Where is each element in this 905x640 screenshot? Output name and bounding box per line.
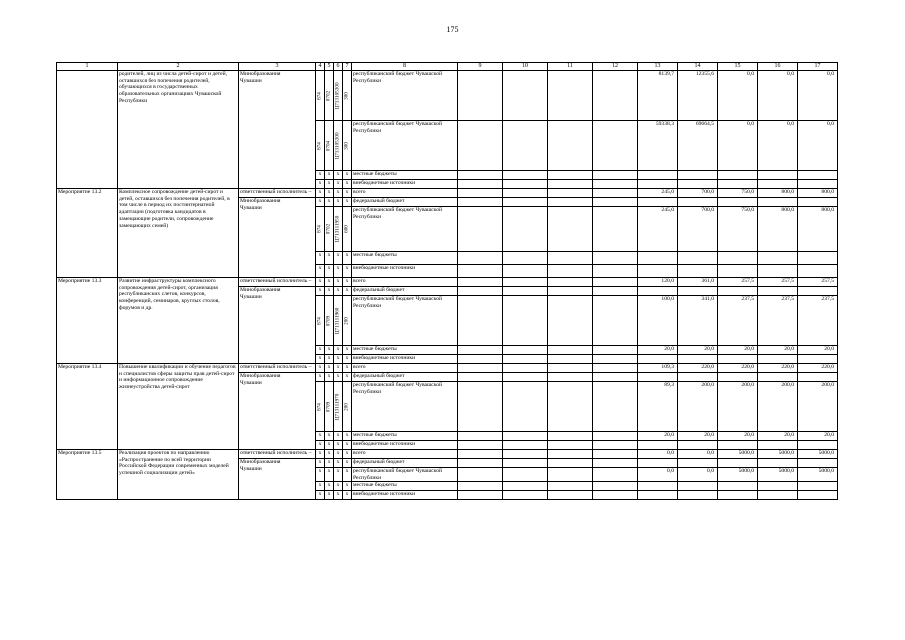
value-cell: 200,0	[718, 382, 758, 432]
value-cell: 20,0	[678, 432, 718, 441]
value-cell: 0,0	[798, 71, 838, 121]
value-cell: 100,0	[638, 296, 678, 346]
value-cell: 0,0	[758, 71, 798, 121]
value-cell: 8139,7	[638, 71, 678, 121]
col-header: 4	[316, 63, 325, 71]
executor-resp: ответственный исполнитель –	[239, 278, 316, 287]
value-cell: 750,0	[718, 189, 758, 198]
code-grbs: 874	[316, 121, 325, 171]
source-label: местные бюджеты	[352, 346, 458, 355]
value-cell: 5000,0	[798, 468, 838, 482]
col-header: 7	[343, 63, 352, 71]
value-cell: 257,5	[758, 278, 798, 287]
table-row: x x x x внебюджетные источники	[57, 265, 838, 278]
value-cell: 237,5	[798, 296, 838, 346]
code-target: Ц713111960	[334, 296, 343, 346]
table-row	[57, 71, 838, 121]
col-header: 5	[325, 63, 334, 71]
col-header: 14	[678, 63, 718, 71]
value-cell: 59338,3	[638, 121, 678, 171]
source-label: местные бюджеты	[352, 432, 458, 441]
source-label: всего	[352, 364, 458, 373]
code-target: Ц713105300	[334, 121, 343, 171]
value-cell: 5000,0	[798, 450, 838, 459]
table-row: Минобразования Чувашии x x x x федеральный бюджет	[57, 198, 838, 207]
col-header: 6	[334, 63, 343, 71]
value-cell: 0,0	[638, 450, 678, 459]
code-expense: 200	[343, 296, 352, 346]
value-cell: 5000,0	[758, 468, 798, 482]
col-header: 15	[718, 63, 758, 71]
source-label: всего	[352, 189, 458, 198]
value-cell: 257,5	[798, 278, 838, 287]
source-label: местные бюджеты	[352, 171, 458, 180]
col-header: 3	[239, 63, 316, 71]
code-section: 0709	[325, 382, 334, 432]
source-label: республиканский бюджет Чувашской Республики	[352, 382, 458, 432]
table-row: x x x x местные бюджеты 20,0 20,0 20,0 20,0 20,0	[57, 432, 838, 441]
value-cell: 0,0	[718, 71, 758, 121]
source-label: республиканский бюджет Чувашской Республики	[352, 71, 458, 121]
value-cell: 200,0	[758, 382, 798, 432]
col-header: 1	[57, 63, 118, 71]
value-cell: 20,0	[798, 432, 838, 441]
code-expense: 600	[343, 207, 352, 252]
measure-name-cell	[57, 71, 118, 189]
value-cell: 12355,6	[678, 71, 718, 121]
value-cell: 0,0	[638, 468, 678, 482]
source-label: всего	[352, 450, 458, 459]
value-cell: 341,0	[678, 296, 718, 346]
value-cell: 220,0	[798, 364, 838, 373]
code-section: 0704	[325, 121, 334, 171]
measure-name: Мероприятие 13.2	[57, 189, 118, 278]
value-cell: 0,0	[678, 468, 718, 482]
table-row: x x x x республиканский бюджет Чувашской Республики 0,0 0,0 5000,0 5000,0 5000,0	[57, 468, 838, 482]
col-header: 10	[503, 63, 548, 71]
table-row: x x x x местные бюджеты	[57, 482, 838, 491]
col-header: 17	[798, 63, 838, 71]
value-cell: 109,3	[638, 364, 678, 373]
col-header: 8	[352, 63, 458, 71]
measure-name: Мероприятие 13.3	[57, 278, 118, 364]
measure-name: Мероприятие 13.5	[57, 450, 118, 500]
code-target: Ц713111970	[334, 382, 343, 432]
value-cell: 800,0	[798, 189, 838, 198]
column-header-row	[57, 63, 838, 71]
value-cell: 800,0	[798, 207, 838, 252]
value-cell: 800,0	[758, 189, 798, 198]
table-row: Мероприятие 13.2 Комплексное сопровождение детей-сирот и детей, оставшихся без попечения родителей, в том числе в период их постинтернатной адаптации (подготовка кандидатов в замещающие родители, сопровождение замещающих семей) ответственный исполнитель – x x x x всего 245,0 700,0 750,0 800,0 800,0	[57, 189, 838, 198]
code-target: Ц713105300	[334, 71, 343, 121]
table-row: x x x x внебюджетные источники	[57, 441, 838, 450]
value-cell: 237,5	[758, 296, 798, 346]
executor-ministry: Минобразования Чувашии	[239, 459, 316, 500]
code-section: 0709	[325, 296, 334, 346]
measure-description: Повышение квалификации и обучение педагогов и специалистов сферы защиты прав детей-сирот и информационное сопровождение жизнеустройства детей-сирот	[118, 364, 239, 450]
source-label: республиканский бюджет Чувашской Республики	[352, 468, 458, 482]
col-header: 11	[548, 63, 593, 71]
source-label: федеральный бюджет	[352, 198, 458, 207]
source-label: всего	[352, 278, 458, 287]
col-header: 2	[118, 63, 239, 71]
value-cell: 5000,0	[718, 468, 758, 482]
table-row: x x x x внебюджетные источники	[57, 180, 838, 189]
value-cell: 220,0	[678, 364, 718, 373]
value-cell: 245,0	[638, 207, 678, 252]
source-label: республиканский бюджет Чувашской Республики	[352, 296, 458, 346]
code-expense: 300	[343, 121, 352, 171]
value-cell: 20,0	[798, 346, 838, 355]
measure-description: родителей, лиц из числа детей-сирот и детей, оставшихся без попечения родителей, обучающихся в государственных образовательных организациях Чувашской Республики	[118, 71, 239, 189]
value-cell: 20,0	[758, 432, 798, 441]
table-row: Мероприятие 13.4 Повышение квалификации и обучение педагогов и специалистов сферы защиты прав детей-сирот и информационное сопровождение жизнеустройства детей-сирот ответственный исполнитель – x x x x всего 109,3 220,0 220,0 220,0 220,0	[57, 364, 838, 373]
value-cell: 0,0	[718, 121, 758, 171]
value-cell: 89,3	[638, 382, 678, 432]
value-cell: 361,0	[678, 278, 718, 287]
col-header: 9	[458, 63, 503, 71]
executor-resp: ответственный исполнитель –	[239, 364, 316, 373]
table-row: Мероприятие 13.3 Развитие инфраструктуры комплексного сопровождения детей-сирот, организация республиканских слетов, конкурсов, конференций, семинаров, круглых столов, форумов и др. ответственный исполнитель – x x x x всего 120,0 361,0 257,5 257,5 257,5	[57, 278, 838, 287]
value-cell: 800,0	[758, 207, 798, 252]
value-cell: 700,0	[678, 189, 718, 198]
col-header: 12	[593, 63, 638, 71]
value-cell: 200,0	[798, 382, 838, 432]
executor-resp: ответственный исполнитель –	[239, 189, 316, 198]
value-cell: 0,0	[678, 450, 718, 459]
value-cell: 69664,5	[678, 121, 718, 171]
value-cell: 0,0	[798, 121, 838, 171]
code-expense: 300	[343, 71, 352, 121]
value-cell: 20,0	[718, 432, 758, 441]
executor-ministry: Минобразования Чувашии	[239, 198, 316, 278]
code-grbs: 874	[316, 207, 325, 252]
table-row: Минобразования Чувашии x x x x федеральный бюджет	[57, 459, 838, 468]
measure-description: Реализация проектов по направлению «Распространение по всей территории Российской Федерации современных моделей успешной социализации детей»	[118, 450, 239, 500]
value-cell: 257,5	[718, 278, 758, 287]
code-target: Ц713111950	[334, 207, 343, 252]
value-cell: 20,0	[638, 432, 678, 441]
code-section: 0702	[325, 207, 334, 252]
measure-name: Мероприятие 13.4	[57, 364, 118, 450]
code-grbs: 874	[316, 296, 325, 346]
executor-ministry: Минобразования Чувашии	[239, 373, 316, 450]
value-cell: 220,0	[718, 364, 758, 373]
table-row: Мероприятие 13.5 Реализация проектов по направлению «Распространение по всей территории Российской Федерации современных моделей успешной социализации детей» ответственный исполнитель – x x x x всего 0,0 0,0 5000,0 5000,0 5000,0	[57, 450, 838, 459]
value-cell: 120,0	[638, 278, 678, 287]
code-grbs: 874	[316, 71, 325, 121]
table-row: x x x x внебюджетные источники	[57, 491, 838, 500]
value-cell: 750,0	[718, 207, 758, 252]
value-cell: 5000,0	[758, 450, 798, 459]
col-header: 13	[638, 63, 678, 71]
measure-description: Развитие инфраструктуры комплексного сопровождения детей-сирот, организация республиканских слетов, конкурсов, конференций, семинаров, круглых столов, форумов и др.	[118, 278, 239, 364]
source-label: республиканский бюджет Чувашской Республики	[352, 121, 458, 171]
value-cell: 20,0	[638, 346, 678, 355]
budget-table	[56, 62, 838, 500]
table-row: Минобразования Чувашии x x x x федеральный бюджет	[57, 287, 838, 296]
source-label: федеральный бюджет	[352, 373, 458, 382]
source-label: федеральный бюджет	[352, 287, 458, 296]
executor-ministry: Минобразования Чувашии	[239, 287, 316, 364]
table-row: x x x x местные бюджеты	[57, 171, 838, 180]
table-row: x x x x местные бюджеты	[57, 252, 838, 265]
table-row: x x x x местные бюджеты 20,0 20,0 20,0 20,0 20,0	[57, 346, 838, 355]
value-cell: 220,0	[758, 364, 798, 373]
value-cell: 20,0	[758, 346, 798, 355]
page-number: 175	[446, 25, 459, 34]
measure-description: Комплексное сопровождение детей-сирот и детей, оставшихся без попечения родителей, в том числе в период их постинтернатной адаптации (подготовка кандидатов в замещающие родители, сопровождение замещающих семей)	[118, 189, 239, 278]
value-cell: 245,0	[638, 189, 678, 198]
value-cell: 5000,0	[718, 450, 758, 459]
value-cell: 700,0	[678, 207, 718, 252]
source-label: внебюджетные источники	[352, 265, 458, 278]
code-grbs: 874	[316, 382, 325, 432]
code-expense: 200	[343, 382, 352, 432]
table-row: x x x x внебюджетные источники	[57, 355, 838, 364]
value-cell: 200,0	[678, 382, 718, 432]
col-header: 16	[758, 63, 798, 71]
source-label: федеральный бюджет	[352, 459, 458, 468]
table-row: Минобразования Чувашии x x x x федеральный бюджет	[57, 373, 838, 382]
source-label: местные бюджеты	[352, 252, 458, 265]
source-label: внебюджетные источники	[352, 491, 458, 500]
value-cell: 237,5	[718, 296, 758, 346]
value-cell: 20,0	[678, 346, 718, 355]
source-label: внебюджетные источники	[352, 180, 458, 189]
executor-resp: ответственный исполнитель –	[239, 450, 316, 459]
source-label: внебюджетные источники	[352, 355, 458, 364]
source-label: местные бюджеты	[352, 482, 458, 491]
source-label: республиканский бюджет Чувашской Республики	[352, 207, 458, 252]
value-cell: 0,0	[758, 121, 798, 171]
value-cell: 20,0	[718, 346, 758, 355]
executor-cell: Минобразования Чувашии	[239, 71, 316, 189]
code-section: 0702	[325, 71, 334, 121]
source-label: внебюджетные источники	[352, 441, 458, 450]
